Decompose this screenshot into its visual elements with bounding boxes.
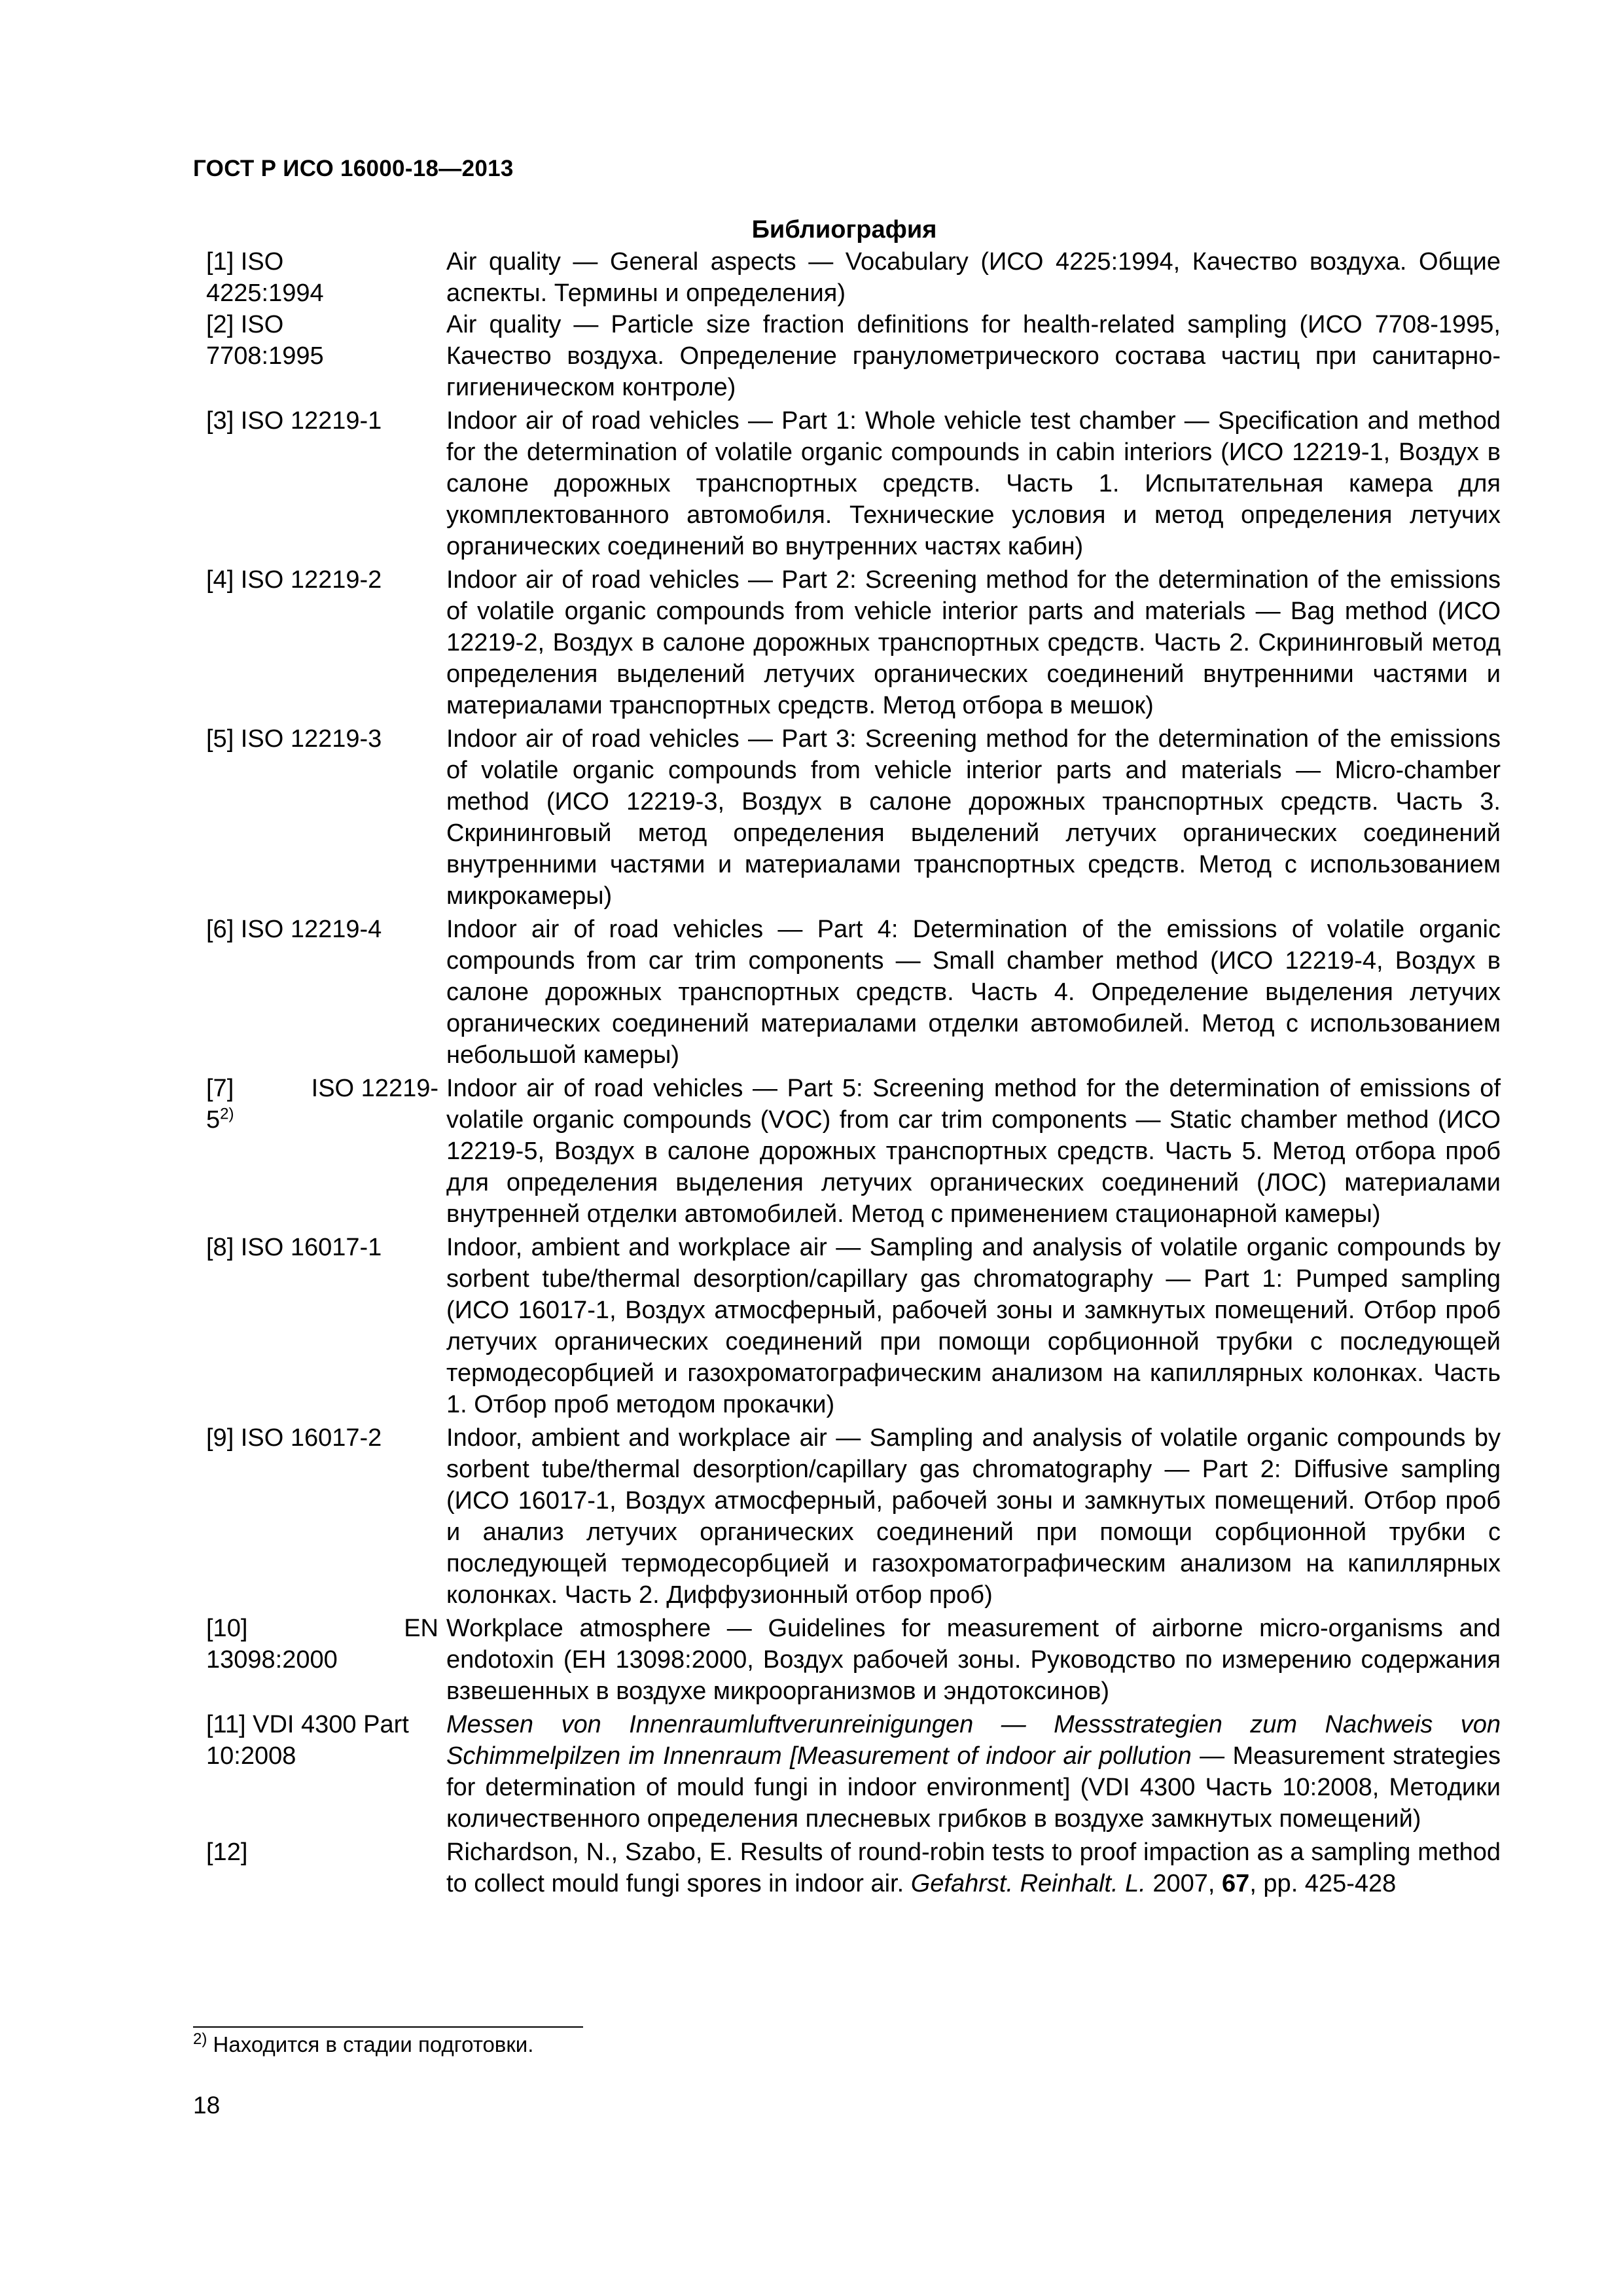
bibliography-title: Библиография [751,216,937,243]
list-item [206,562,1501,721]
reference-text: Air quality — General aspects — Vocabulary (ИСО 4225:1994, Качество воздуха. Общие аспекты. Термины и определения) [446,248,1501,307]
document-header: ГОСТ Р ИСО 16000-18—2013 [193,156,514,181]
reference-key: [9] ISO 16017-2 [206,1424,382,1452]
list-item [206,1835,1501,1899]
list-item [206,912,1501,1071]
reference-key: [3] ISO 12219-1 [206,407,382,435]
reference-text: Air quality — Particle size fraction definitions for health-related sampling (ИСО 7708-1995, Качество воздуха. Определение гранулометрического состава частиц при санитарно-гигиеническом контроле) [446,311,1501,401]
reference-text: Indoor air of road vehicles — Part 4: Determination of the emissions of volatile organic compounds from car trim components — Small chamber method (ИСО 12219-4, Воздух в салоне дорожных транспортных средств. Часть 4. Определение выделения летучих органических соединений материалами отделки автомобилей. Метод с использованием небольшой камеры) [446,916,1501,1069]
footnote-mark: 2) [193,2030,207,2048]
reference-key: [10] EN 13098:2000 [206,1615,438,1674]
reference-key: [7] ISO 12219- 5$^{2)}$ [206,1075,438,1134]
reference-key: [4] ISO 12219-2 [206,566,382,594]
list-item [206,1707,1501,1835]
reference-key: [11] VDI 4300 Part 10:2008 [206,1711,409,1770]
bibliography-list [206,246,1501,1899]
reference-text: Indoor, ambient and workplace air — Sampling and analysis of volatile organic compounds by sorbent tube/thermal desorption/capillary gas chromatography — Part 2: Diffusive sampling (ИСО 16017-1, Воздух атмосферный, рабочей зоны и замкнутых помещений. Отбор проб и анализ летучих органических соединений при помощи сорбционной трубки с последующей термодесорбцией и газохроматографическим анализом на капиллярных колонках. Часть 2. Диффузионный отбор проб) [446,1424,1501,1609]
footnote-ref: 2) [220,1105,234,1123]
list-item [206,1230,1501,1420]
reference-key: [2] ISO 7708:1995 [206,311,324,370]
footnote-text: Находится в стадии подготовки. [213,2032,534,2056]
page-number: 18 [193,2092,221,2119]
reference-key: [5] ISO 12219-3 [206,725,382,753]
reference-text: Workplace atmosphere — Guidelines for measurement of airborne micro-organisms and endotoxin (ЕН 13098:2000, Воздух рабочей зоны. Руководство по измерению содержания взвешенных в воздухе микроорганизмов и эндотоксинов) [446,1615,1501,1705]
footnote-rule [193,2026,583,2028]
reference-key: [8] ISO 16017-1 [206,1234,382,1261]
list-item [206,403,1501,562]
reference-key: [6] ISO 12219-4 [206,916,382,943]
list-item [206,1420,1501,1611]
list-item [206,721,1501,912]
list-item [206,1611,1501,1707]
list-item [206,309,1501,403]
list-item [206,246,1501,309]
reference-text: Indoor air of road vehicles — Part 5: Screening method for the determination of emissions of volatile organic compounds (VOC) from car trim components — Static chamber method (ИСО 12219-5, Воздух в салоне дорожных транспортных средств. Часть 5. Метод отбора проб для определения выделения летучих органических соединений (ЛОС) материалами внутренней отделки автомобилей. Метод с применением стационарной камеры) [446,1075,1501,1228]
reference-text: Indoor air of road vehicles — Part 1: Whole vehicle test chamber — Specification and method for the determination of volatile organic compounds in cabin interiors (ИСО 12219-1, Воздух в салоне дорожных транспортных средств. Часть 1. Испытательная камера для укомплектованного автомобиля. Технические условия и метод определения летучих органических соединений во внутренних частях кабин) [446,407,1501,560]
reference-text: Indoor, ambient and workplace air — Sampling and analysis of volatile organic compounds by sorbent tube/thermal desorption/capillary gas chromatography — Part 1: Pumped sampling (ИСО 16017-1, Воздух атмосферный, рабочей зоны и замкнутых помещений. Отбор проб летучих органических соединений при помощи сорбционной трубки с последующей термодесорбцией и газохроматографическим анализом на капиллярных колонках. Часть 1. Отбор проб методом прокачки) [446,1234,1501,1418]
reference-key: [1] ISO 4225:1994 [206,248,324,307]
footnote [193,2032,533,2058]
reference-text: Messen von Innenraumluftverunreinigungen — Messstrategien zum Nachweis von Schimmelpilzen im Innenraum [Measurement of indoor air pollution — Measurement strategies for determination of mould fungi in indoor environment] (VDI 4300 Часть 10:2008, Методики количественного определения плесневых грибков в воздухе замкнутых помещений) [446,1711,1501,1833]
reference-key: [12] [206,1839,248,1866]
list-item [206,1071,1501,1230]
reference-text: Richardson, N., Szabo, E. Results of round-robin tests to proof impaction as a sampling method to collect mould fungi spores in indoor air. Gefahrst. Reinhalt. L. 2007, 67, pp. 425-428 [446,1839,1501,1897]
reference-text: Indoor air of road vehicles — Part 2: Screening method for the determination of the emissions of volatile organic compounds from vehicle interior parts and materials — Bag method (ИСО 12219-2, Воздух в салоне дорожных транспортных средств. Часть 2. Скрининговый метод определения выделений летучих органических соединений внутренними частями и материалами транспортных средств. Метод отбора в мешок) [446,566,1501,719]
reference-text: Indoor air of road vehicles — Part 3: Screening method for the determination of the emissions of volatile organic compounds from vehicle interior parts and materials — Micro-chamber method (ИСО 12219-3, Воздух в салоне дорожных транспортных средств. Часть 3. Скрининговый метод определения выделений летучих органических соединений внутренними частями и материалами транспортных средств. Метод с использованием микрокамеры) [446,725,1501,910]
